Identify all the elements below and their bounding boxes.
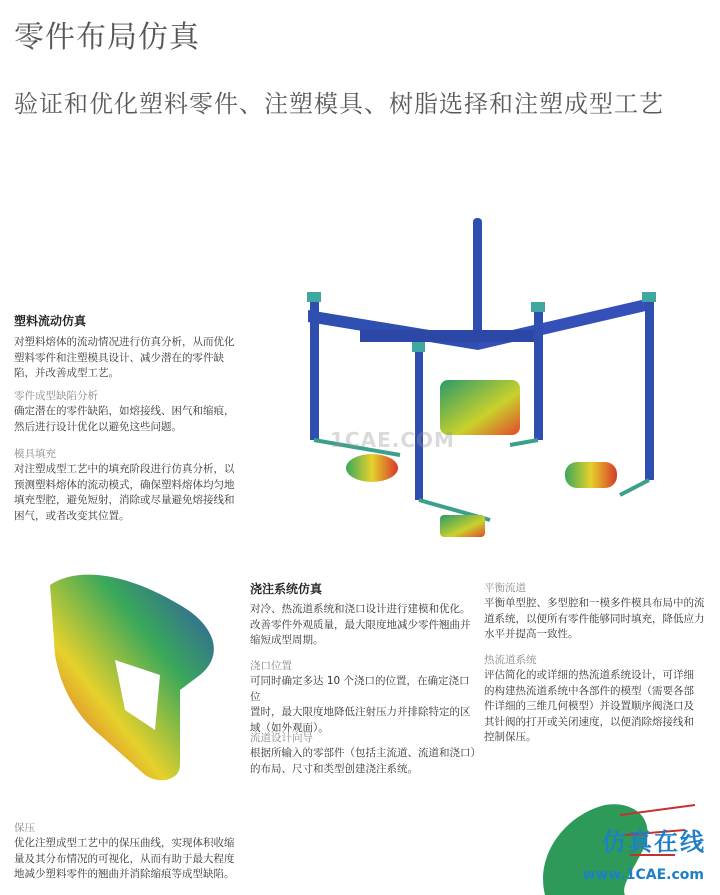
fill-line: 填充型腔，避免短射，消除或尽量避免熔接线和: [14, 494, 235, 506]
balance-text: [484, 596, 712, 643]
molded-part-left: [346, 454, 398, 482]
hot-runner-section: [484, 652, 712, 746]
molded-part-bottom: [440, 515, 485, 537]
gate-location-line: 置时，最大限度地降低注射压力并排除特定的区: [250, 706, 471, 718]
drop-4: [645, 300, 654, 480]
flow-line: 塑料零件和注塑模具设计、减少潜在的零件缺: [14, 351, 224, 364]
flow-section: [14, 312, 284, 382]
hot-runner-line: 其针阀的打开或关闭速度，以便消除熔接线和: [484, 715, 694, 728]
runner-wizard-heading: 流道设计向导: [250, 732, 313, 744]
defect-text: [14, 404, 284, 435]
defect-heading: 零件成型缺陷分析: [14, 390, 98, 402]
gate-system-text: [250, 602, 480, 649]
hot-runner-line: 控制保压。: [484, 731, 537, 743]
hot-runner-line: 的构建热流道系统中各部件的模型（需要各部: [484, 684, 694, 697]
drop-1: [310, 300, 319, 440]
hot-runner-text: [484, 668, 712, 746]
flow-heading: 塑料流动仿真: [14, 314, 87, 328]
nozzle: [307, 292, 321, 302]
fill-heading: 模具填充: [14, 448, 56, 460]
center-watermark: 1CAE.COM: [330, 428, 455, 452]
runner-wizard-line: 根据所输入的零部件（包括主流道、流道和浇口）: [250, 747, 481, 759]
defect-section: [14, 388, 284, 435]
sub-runner: [620, 480, 649, 495]
balance-heading: 平衡流道: [484, 582, 526, 594]
fill-line: 对注塑成型工艺中的填充阶段进行仿真分析，以: [14, 463, 235, 475]
sub-runner: [510, 440, 538, 445]
gate-location-text: [250, 674, 480, 736]
page-title: 零件布局仿真: [14, 20, 200, 55]
balance-line: 水平并提高一致性。: [484, 628, 579, 640]
nozzle: [412, 342, 425, 352]
pack-line: 地减少塑料零件的翘曲并消除缩痕等成型缺陷。: [14, 868, 235, 880]
gate-location-line: 可同时确定多达 10 个浇口的位置，在确定浇口位: [250, 675, 470, 703]
runner-wizard-section: [250, 730, 480, 777]
hot-runner-heading: 热流道系统: [484, 654, 537, 666]
fill-line: 困气，或者改变其位置。: [14, 509, 130, 522]
pack-heading: 保压: [14, 822, 35, 834]
drop-2: [415, 350, 423, 500]
fill-text: [14, 462, 284, 524]
flow-text: [14, 335, 284, 382]
flow-line: 陷，并改善成型工艺。: [14, 367, 119, 379]
page-subtitle: 验证和优化塑料零件、注塑模具、树脂选择和注塑成型工艺: [14, 90, 664, 118]
molded-part-right: [565, 462, 617, 488]
hot-runner-line: 评估简化的或详细的热流道系统设计，可详细: [484, 669, 694, 681]
runner-wizard-text: [250, 746, 480, 777]
balance-line: 平衡单型腔、多型腔和一模多件模具布局中的流: [484, 597, 705, 609]
runner-right: [478, 298, 650, 350]
fill-line: 预测塑料熔体的流动模式，确保塑料熔体均匀地: [14, 478, 235, 491]
defect-line: 然后进行设计优化以避免这些问题。: [14, 420, 182, 433]
brand-watermark: 仿真在线: [602, 828, 706, 856]
fill-section: [14, 446, 284, 524]
nozzle: [531, 302, 545, 312]
runner-system-illustration: [290, 210, 670, 550]
runner-middle: [360, 330, 540, 342]
gate-system-heading: 浇注系统仿真: [250, 582, 323, 596]
drop-3: [534, 310, 543, 440]
gate-system-line: 缩短成型周期。: [250, 634, 324, 646]
gate-location-line: 域（如外观面）。: [250, 721, 329, 734]
defect-line: 确定潜在的零件缺陷，如熔接线、困气和缩痕，: [14, 405, 235, 417]
pack-line: 优化注塑成型工艺中的保压曲线，实现体积收缩: [14, 837, 235, 849]
flow-line: 对塑料熔体的流动情况进行仿真分析，从而优化: [14, 336, 235, 348]
pack-text: [14, 836, 284, 883]
sprue: [473, 218, 482, 338]
balance-line: 道系统，以便所有零件能够同时填充，降低应力: [484, 612, 705, 625]
pack-line: 量及其分布情况的可视化，从而有助于最大程度: [14, 852, 235, 865]
nozzle: [642, 292, 656, 302]
runner-wizard-line: 的布局、尺寸和类型创建浇注系统。: [250, 762, 418, 775]
gate-system-section: [250, 580, 480, 649]
balance-section: [484, 580, 712, 643]
pack-section: [14, 820, 284, 883]
hot-runner-line: 件详细的三维几何模型）并设置顺序阀浇口及: [484, 700, 694, 712]
gate-location-section: [250, 658, 480, 736]
gate-system-line: 对冷、热流道系统和浇口设计进行建模和优化。: [250, 603, 471, 615]
gate-system-line: 改善零件外观质量，最大限度地减少零件翘曲并: [250, 618, 471, 631]
brand-url: www.1CAE.com: [582, 867, 704, 883]
gate-location-heading: 浇口位置: [250, 660, 292, 672]
molded-part-large: [440, 380, 520, 435]
handle-part-illustration: [40, 565, 240, 795]
